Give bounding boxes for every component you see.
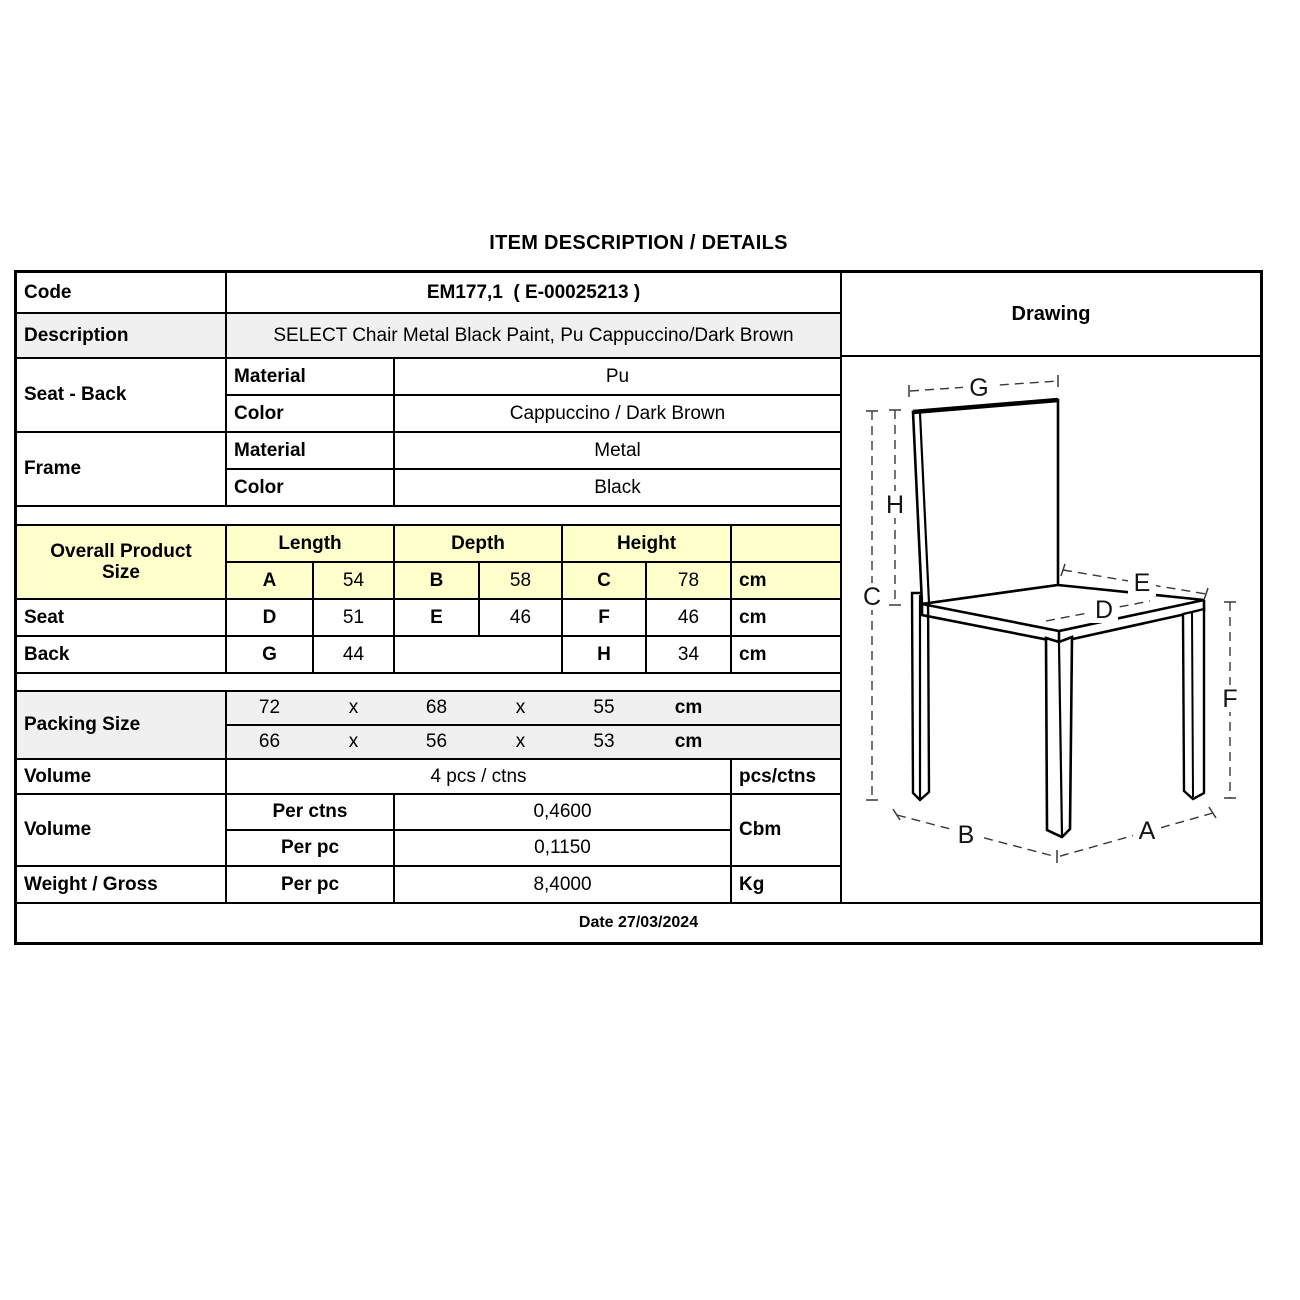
overall-letter-c: C [563,563,645,598]
depth-header: Depth [395,526,561,561]
dim-label-h: H [885,491,905,519]
seat-letter-e: E [395,600,478,635]
code-label: Code [17,273,225,312]
overall-value-a: 54 [314,563,393,598]
spacer-row [17,507,840,524]
description-label: Description [17,314,225,357]
per-pc-label: Per pc [227,831,393,865]
seat-letter-d: D [227,600,312,635]
seat-unit: cm [732,600,840,635]
seat-letter-f: F [563,600,645,635]
frame-color-value: Black [395,470,840,505]
packing2-x1: x [348,731,359,753]
seat-back-material-label: Material [227,359,393,394]
seat-back-color-value: Cappuccino / Dark Brown [395,396,840,431]
packing1-x2: x [515,697,526,719]
overall-value-b: 58 [480,563,561,598]
overall-unit: cm [732,563,840,598]
frame-material-value: Metal [395,433,840,468]
length-header: Length [227,526,393,561]
back-value-h: 34 [647,637,730,672]
volume-pcs-label: Volume [17,760,225,793]
height-header: Height [563,526,730,561]
drawing-canvas [842,357,1260,900]
seat-back-label: Seat - Back [17,359,225,431]
weight-label: Weight / Gross [17,867,225,902]
back-empty-cell [395,637,561,672]
packing1-d3: 55 [593,697,615,719]
spec-grid [17,273,840,902]
seat-back-color-label: Color [227,396,393,431]
code-value: EM177,1 ( E-00025213 ) [227,273,840,312]
dim-label-a: A [1138,817,1156,845]
overall-letter-b: B [395,563,478,598]
drawing-panel [842,273,1260,902]
volume-cbm-unit: Cbm [732,795,840,865]
overall-size-label-line2: Size [101,562,141,583]
packing-row-2 [227,726,840,758]
seat-value-d: 51 [314,600,393,635]
back-letter-g: G [227,637,312,672]
per-ctns-label: Per ctns [227,795,393,829]
dim-label-d: D [1094,596,1114,624]
back-row-label: Back [17,637,225,672]
back-value-g: 44 [314,637,393,672]
back-letter-h: H [563,637,645,672]
dim-label-e: E [1133,569,1151,597]
dim-label-b: B [957,821,975,849]
per-ctns-value: 0,4600 [395,795,730,829]
packing1-d1: 72 [258,697,281,719]
seat-value-f: 46 [647,600,730,635]
frame-color-label: Color [227,470,393,505]
seat-row-label: Seat [17,600,225,635]
packing2-d2: 56 [425,731,448,753]
seat-value-e: 46 [480,600,561,635]
overall-size-label-line1: Overall Product [50,540,192,562]
packing-size-label: Packing Size [17,692,225,758]
packing1-x1: x [348,697,359,719]
back-unit: cm [732,637,840,672]
date-row: Date 27/03/2024 [17,902,1260,942]
packing2-unit: cm [674,731,703,753]
volume-pcs-value: 4 pcs / ctns [227,760,730,793]
dim-label-g: G [969,374,989,402]
per-pc-value: 0,1150 [395,831,730,865]
table-body [17,273,1260,902]
chair-drawing [842,357,1260,900]
frame-material-label: Material [227,433,393,468]
drawing-header: Drawing [842,273,1260,357]
spacer-row [17,674,840,690]
packing2-x2: x [515,731,526,753]
page-title: ITEM DESCRIPTION / DETAILS [489,232,788,254]
weight-value: 8,4000 [395,867,730,902]
weight-per-pc-label: Per pc [227,867,393,902]
item-spec-table [14,270,1263,945]
packing1-unit: cm [674,697,703,719]
size-header-empty [732,526,840,561]
volume-cbm-label: Volume [17,795,225,865]
volume-pcs-unit: pcs/ctns [732,760,840,793]
overall-size-label [17,526,225,598]
overall-letter-a: A [227,563,312,598]
weight-unit: Kg [732,867,840,902]
seat-back-material-value: Pu [395,359,840,394]
packing2-d1: 66 [258,731,281,753]
packing-row-1 [227,692,840,724]
description-value: SELECT Chair Metal Black Paint, Pu Cappuccino/Dark Brown [227,314,840,357]
dim-label-f: F [1222,685,1238,713]
dim-label-c: C [862,583,882,611]
packing1-d2: 68 [425,697,448,719]
frame-label: Frame [17,433,225,505]
packing2-d3: 53 [593,731,615,753]
overall-value-c: 78 [647,563,730,598]
